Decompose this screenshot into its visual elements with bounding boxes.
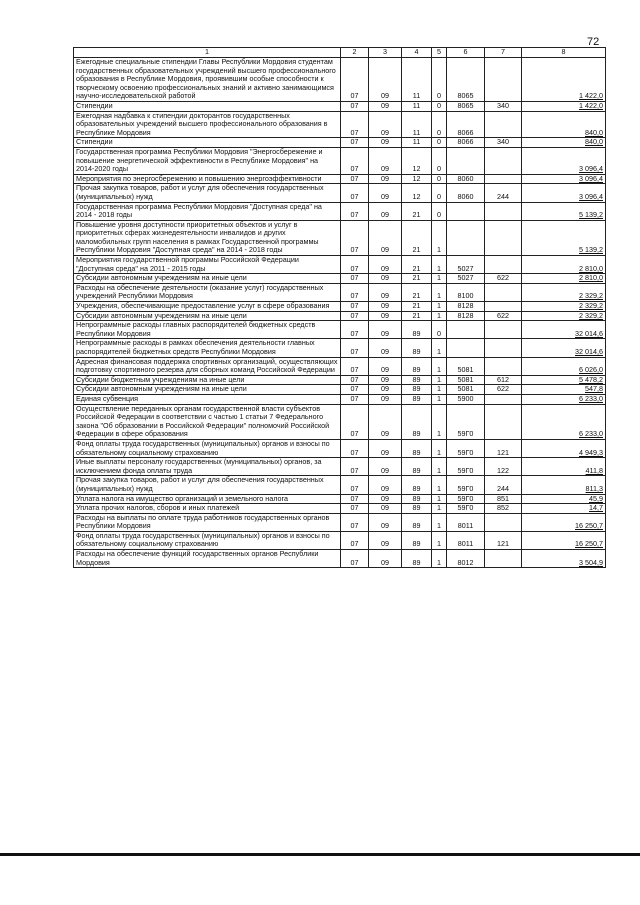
row-c5-cell: 1 xyxy=(432,394,447,404)
row-c4-cell: 89 xyxy=(402,321,432,339)
row-c5-cell: 0 xyxy=(432,321,447,339)
table-row xyxy=(74,302,606,312)
row-c3-cell: 09 xyxy=(369,311,402,321)
row-c7-cell: 121 xyxy=(485,531,522,549)
row-c8-cell: 16 250,7 xyxy=(522,513,606,531)
row-c3-cell: 09 xyxy=(369,138,402,148)
table-row xyxy=(74,357,606,375)
row-description: Ежегодные специальные стипендии Главы Республики Мордовия студентам государственных образовательных учреждений высшего профессионального образования в Республике Мордовия, проявившим особые способности к творческому освоению профессиональных знаний и активно занимающимся научно-исследовательской работой xyxy=(74,58,341,102)
page-number: 72 xyxy=(587,36,600,48)
table-row xyxy=(74,184,606,202)
row-description: Субсидии бюджетным учреждениям на иные цели xyxy=(74,375,341,385)
row-description: Стипендии xyxy=(74,101,341,111)
row-c8-cell: 2 810,0 xyxy=(522,256,606,274)
row-c7-cell xyxy=(485,283,522,301)
table-row xyxy=(74,394,606,404)
row-c4-cell: 89 xyxy=(402,458,432,476)
row-c6-cell: 8066 xyxy=(447,111,485,138)
row-c5-cell: 0 xyxy=(432,202,447,220)
row-c8-cell: 3 096,4 xyxy=(522,147,606,174)
row-c4-cell: 89 xyxy=(402,513,432,531)
row-c8-cell: 5 139,2 xyxy=(522,220,606,255)
row-c2-cell: 07 xyxy=(341,357,369,375)
table-row xyxy=(74,202,606,220)
row-c7-cell xyxy=(485,111,522,138)
row-c2-cell: 07 xyxy=(341,439,369,457)
row-c3-cell: 09 xyxy=(369,202,402,220)
row-description: Расходы на обеспечение функций государственных органов Республики Мордовия xyxy=(74,550,341,568)
row-c3-cell: 09 xyxy=(369,385,402,395)
row-c6-cell xyxy=(447,339,485,357)
row-c8-cell: 2 329,2 xyxy=(522,311,606,321)
row-c2-cell: 07 xyxy=(341,550,369,568)
row-c2-cell: 07 xyxy=(341,138,369,148)
row-c3-cell: 09 xyxy=(369,283,402,301)
row-c2-cell: 07 xyxy=(341,147,369,174)
row-c6-cell: 8100 xyxy=(447,283,485,301)
row-description: Непрограммные расходы главных распорядителей бюджетных средств Республики Мордовия xyxy=(74,321,341,339)
table-row xyxy=(74,385,606,395)
row-c8-cell: 16 250,7 xyxy=(522,531,606,549)
row-c2-cell: 07 xyxy=(341,101,369,111)
row-c3-cell: 09 xyxy=(369,256,402,274)
row-c7-cell xyxy=(485,550,522,568)
row-c5-cell: 0 xyxy=(432,184,447,202)
row-c8-cell: 1 422,0 xyxy=(522,101,606,111)
table-row xyxy=(74,147,606,174)
row-c2-cell: 07 xyxy=(341,375,369,385)
row-c7-cell: 851 xyxy=(485,494,522,504)
row-description: Расходы на выплаты по оплате труда работников государственных органов Республики Мордовия xyxy=(74,513,341,531)
row-c5-cell: 0 xyxy=(432,138,447,148)
row-description: Уплата налога на имущество организаций и земельного налога xyxy=(74,494,341,504)
row-c5-cell: 0 xyxy=(432,58,447,102)
table-row xyxy=(74,476,606,494)
table-row xyxy=(74,58,606,102)
row-description: Адресная финансовая поддержка спортивных организаций, осуществляющих подготовку спортивного резерва для сборных команд Российской Федерации xyxy=(74,357,341,375)
row-c4-cell: 21 xyxy=(402,283,432,301)
row-c7-cell: 244 xyxy=(485,476,522,494)
row-c5-cell: 1 xyxy=(432,302,447,312)
row-c8-cell: 6 233,0 xyxy=(522,404,606,439)
row-c2-cell: 07 xyxy=(341,302,369,312)
row-c8-cell: 840,0 xyxy=(522,111,606,138)
row-c5-cell: 0 xyxy=(432,101,447,111)
row-c7-cell: 622 xyxy=(485,311,522,321)
row-c2-cell: 07 xyxy=(341,513,369,531)
row-description: Учреждения, обеспечивающие предоставление услуг в сфере образования xyxy=(74,302,341,312)
row-c5-cell: 1 xyxy=(432,550,447,568)
table-row xyxy=(74,458,606,476)
row-c8-cell: 811,3 xyxy=(522,476,606,494)
row-c2-cell: 07 xyxy=(341,476,369,494)
row-c6-cell: 59Г0 xyxy=(447,439,485,457)
row-c3-cell: 09 xyxy=(369,404,402,439)
row-c6-cell xyxy=(447,147,485,174)
table-row xyxy=(74,504,606,514)
row-c4-cell: 21 xyxy=(402,202,432,220)
row-description: Прочая закупка товаров, работ и услуг для обеспечения государственных (муниципальных) нужд xyxy=(74,476,341,494)
row-c4-cell: 11 xyxy=(402,111,432,138)
row-c8-cell: 5 478,2 xyxy=(522,375,606,385)
row-c3-cell: 09 xyxy=(369,302,402,312)
row-description: Государственная программа Республики Мордовия "Энергосбережение и повышение энергетической эффективности в Республике Мордовия" на 2014-2020 годы xyxy=(74,147,341,174)
row-c5-cell: 1 xyxy=(432,283,447,301)
row-description: Непрограммные расходы в рамках обеспечения деятельности главных распорядителей бюджетных средств Республики Мордовия xyxy=(74,339,341,357)
row-c2-cell: 07 xyxy=(341,458,369,476)
row-c2-cell: 07 xyxy=(341,58,369,102)
row-c8-cell: 1 422,0 xyxy=(522,58,606,102)
row-c6-cell: 5081 xyxy=(447,357,485,375)
table-row xyxy=(74,174,606,184)
row-c4-cell: 89 xyxy=(402,504,432,514)
row-c6-cell: 5900 xyxy=(447,394,485,404)
row-c5-cell: 1 xyxy=(432,274,447,284)
row-c5-cell: 1 xyxy=(432,375,447,385)
row-c4-cell: 89 xyxy=(402,385,432,395)
row-description: Субсидии автономным учреждениям на иные цели xyxy=(74,311,341,321)
row-c8-cell: 547,8 xyxy=(522,385,606,395)
row-c3-cell: 09 xyxy=(369,550,402,568)
row-c6-cell: 8065 xyxy=(447,58,485,102)
row-c7-cell: 340 xyxy=(485,138,522,148)
row-c7-cell: 612 xyxy=(485,375,522,385)
row-c3-cell: 09 xyxy=(369,458,402,476)
row-c8-cell: 3 096,4 xyxy=(522,184,606,202)
row-c4-cell: 89 xyxy=(402,439,432,457)
table-row xyxy=(74,220,606,255)
row-c5-cell: 1 xyxy=(432,494,447,504)
row-description: Единая субвенция xyxy=(74,394,341,404)
row-c6-cell: 8128 xyxy=(447,302,485,312)
row-c5-cell: 1 xyxy=(432,339,447,357)
row-c3-cell: 09 xyxy=(369,339,402,357)
header-cell: 7 xyxy=(485,48,522,58)
row-c4-cell: 89 xyxy=(402,494,432,504)
row-c2-cell: 07 xyxy=(341,184,369,202)
table-row xyxy=(74,339,606,357)
row-c6-cell: 8012 xyxy=(447,550,485,568)
row-c6-cell: 8011 xyxy=(447,513,485,531)
row-c2-cell: 07 xyxy=(341,220,369,255)
row-c2-cell: 07 xyxy=(341,394,369,404)
row-c8-cell: 6 233,0 xyxy=(522,394,606,404)
row-c6-cell: 59Г0 xyxy=(447,404,485,439)
table-row xyxy=(74,283,606,301)
row-c5-cell: 1 xyxy=(432,220,447,255)
row-c3-cell: 09 xyxy=(369,220,402,255)
row-c7-cell: 122 xyxy=(485,458,522,476)
row-c3-cell: 09 xyxy=(369,375,402,385)
row-c3-cell: 09 xyxy=(369,394,402,404)
budget-table xyxy=(73,47,606,568)
row-c2-cell: 07 xyxy=(341,256,369,274)
table-row xyxy=(74,311,606,321)
row-description: Субсидии автономным учреждениям на иные цели xyxy=(74,274,341,284)
row-description: Государственная программа Республики Мордовия "Доступная среда" на 2014 - 2018 годы xyxy=(74,202,341,220)
header-cell: 6 xyxy=(447,48,485,58)
row-c7-cell xyxy=(485,202,522,220)
row-c7-cell: 622 xyxy=(485,385,522,395)
row-c6-cell: 8066 xyxy=(447,138,485,148)
row-c4-cell: 89 xyxy=(402,339,432,357)
row-c4-cell: 21 xyxy=(402,220,432,255)
row-c3-cell: 09 xyxy=(369,321,402,339)
row-description: Ежегодная надбавка к стипендии докторантов государственных образовательных учреждений высшего профессионального образования в Республике Мордовия xyxy=(74,111,341,138)
row-c2-cell: 07 xyxy=(341,494,369,504)
row-c6-cell: 5027 xyxy=(447,256,485,274)
row-c2-cell: 07 xyxy=(341,311,369,321)
row-c7-cell: 340 xyxy=(485,101,522,111)
row-description: Осуществление переданных органам государственной власти субъектов Российской Федерации в соответствии с частью 1 статьи 7 Федерального закона "Об образовании в Российской Федерации" полномочий Российской Федерации в сфере образования xyxy=(74,404,341,439)
row-c3-cell: 09 xyxy=(369,147,402,174)
row-c2-cell: 07 xyxy=(341,339,369,357)
table-row xyxy=(74,375,606,385)
row-c6-cell: 5027 xyxy=(447,274,485,284)
row-c3-cell: 09 xyxy=(369,111,402,138)
table-row xyxy=(74,513,606,531)
row-c3-cell: 09 xyxy=(369,274,402,284)
row-c5-cell: 1 xyxy=(432,256,447,274)
row-c4-cell: 21 xyxy=(402,302,432,312)
row-c5-cell: 1 xyxy=(432,357,447,375)
row-c7-cell: 852 xyxy=(485,504,522,514)
table-row xyxy=(74,274,606,284)
row-c7-cell xyxy=(485,357,522,375)
header-cell: 8 xyxy=(522,48,606,58)
row-c7-cell xyxy=(485,58,522,102)
row-c2-cell: 07 xyxy=(341,174,369,184)
row-c3-cell: 09 xyxy=(369,357,402,375)
row-c8-cell: 3 504,9 xyxy=(522,550,606,568)
row-c3-cell: 09 xyxy=(369,174,402,184)
row-description: Фонд оплаты труда государственных (муниципальных) органов и взносы по обязательному социальному страхованию xyxy=(74,531,341,549)
table-row xyxy=(74,439,606,457)
row-description: Субсидии автономным учреждениям на иные цели xyxy=(74,385,341,395)
row-c8-cell: 32 014,6 xyxy=(522,321,606,339)
row-c5-cell: 1 xyxy=(432,458,447,476)
row-c8-cell: 14,7 xyxy=(522,504,606,514)
row-c4-cell: 89 xyxy=(402,531,432,549)
row-c5-cell: 1 xyxy=(432,385,447,395)
row-c6-cell: 5081 xyxy=(447,375,485,385)
table-row xyxy=(74,404,606,439)
table-row xyxy=(74,531,606,549)
row-description: Фонд оплаты труда государственных (муниципальных) органов и взносы по обязательному социальному страхованию xyxy=(74,439,341,457)
row-description: Прочая закупка товаров, работ и услуг для обеспечения государственных (муниципальных) нужд xyxy=(74,184,341,202)
row-c8-cell: 32 014,6 xyxy=(522,339,606,357)
row-c8-cell: 2 329,2 xyxy=(522,302,606,312)
row-c4-cell: 89 xyxy=(402,375,432,385)
row-c3-cell: 09 xyxy=(369,184,402,202)
row-c3-cell: 09 xyxy=(369,531,402,549)
row-c4-cell: 89 xyxy=(402,550,432,568)
row-c6-cell: 8128 xyxy=(447,311,485,321)
table-row xyxy=(74,550,606,568)
row-c2-cell: 07 xyxy=(341,202,369,220)
row-c7-cell xyxy=(485,513,522,531)
table-row xyxy=(74,101,606,111)
row-c7-cell xyxy=(485,147,522,174)
row-c7-cell xyxy=(485,256,522,274)
row-c5-cell: 1 xyxy=(432,476,447,494)
row-c7-cell: 622 xyxy=(485,274,522,284)
row-c7-cell: 244 xyxy=(485,184,522,202)
header-cell: 4 xyxy=(402,48,432,58)
row-c4-cell: 89 xyxy=(402,394,432,404)
row-description: Мероприятия по энергосбережению и повышению энергоэффективности xyxy=(74,174,341,184)
row-c5-cell: 0 xyxy=(432,111,447,138)
row-c8-cell: 3 096,4 xyxy=(522,174,606,184)
row-c2-cell: 07 xyxy=(341,321,369,339)
row-c4-cell: 21 xyxy=(402,311,432,321)
row-c6-cell: 59Г0 xyxy=(447,458,485,476)
row-c6-cell: 59Г0 xyxy=(447,494,485,504)
row-c4-cell: 11 xyxy=(402,138,432,148)
row-description: Мероприятия государственной программы Российской Федерации "Доступная среда" на 2011 - 2015 годы xyxy=(74,256,341,274)
row-c5-cell: 1 xyxy=(432,404,447,439)
row-c8-cell: 2 810,0 xyxy=(522,274,606,284)
header-cell: 1 xyxy=(74,48,341,58)
table-row xyxy=(74,494,606,504)
row-c4-cell: 89 xyxy=(402,357,432,375)
row-c6-cell xyxy=(447,220,485,255)
table-row xyxy=(74,256,606,274)
row-c3-cell: 09 xyxy=(369,58,402,102)
row-c2-cell: 07 xyxy=(341,274,369,284)
row-c8-cell: 411,8 xyxy=(522,458,606,476)
row-c4-cell: 11 xyxy=(402,101,432,111)
row-c8-cell: 4 949,3 xyxy=(522,439,606,457)
row-c6-cell xyxy=(447,202,485,220)
page-bottom-rule xyxy=(0,853,640,856)
header-cell: 3 xyxy=(369,48,402,58)
row-c3-cell: 09 xyxy=(369,439,402,457)
row-c3-cell: 09 xyxy=(369,101,402,111)
row-description: Иные выплаты персоналу государственных (муниципальных) органов, за исключением фонда оплаты труда xyxy=(74,458,341,476)
row-c8-cell: 45,9 xyxy=(522,494,606,504)
row-c6-cell: 8060 xyxy=(447,174,485,184)
row-c6-cell: 8060 xyxy=(447,184,485,202)
row-c2-cell: 07 xyxy=(341,504,369,514)
row-c4-cell: 12 xyxy=(402,147,432,174)
row-c3-cell: 09 xyxy=(369,476,402,494)
row-c5-cell: 1 xyxy=(432,311,447,321)
row-c5-cell: 1 xyxy=(432,513,447,531)
row-c3-cell: 09 xyxy=(369,494,402,504)
row-c7-cell xyxy=(485,404,522,439)
table-header-row xyxy=(74,48,606,58)
row-c4-cell: 21 xyxy=(402,256,432,274)
row-c7-cell xyxy=(485,339,522,357)
row-description: Расходы на обеспечение деятельности (оказание услуг) государственных учреждений Республики Мордовия xyxy=(74,283,341,301)
row-c6-cell: 59Г0 xyxy=(447,476,485,494)
row-c6-cell: 8011 xyxy=(447,531,485,549)
row-c5-cell: 1 xyxy=(432,504,447,514)
header-cell: 2 xyxy=(341,48,369,58)
row-c5-cell: 0 xyxy=(432,147,447,174)
row-c5-cell: 0 xyxy=(432,174,447,184)
row-c4-cell: 21 xyxy=(402,274,432,284)
row-c6-cell xyxy=(447,321,485,339)
row-c6-cell: 59Г0 xyxy=(447,504,485,514)
header-cell: 5 xyxy=(432,48,447,58)
row-c5-cell: 1 xyxy=(432,531,447,549)
row-c7-cell xyxy=(485,220,522,255)
row-description: Уплата прочих налогов, сборов и иных платежей xyxy=(74,504,341,514)
row-c8-cell: 840,0 xyxy=(522,138,606,148)
row-c3-cell: 09 xyxy=(369,513,402,531)
row-c8-cell: 2 329,2 xyxy=(522,283,606,301)
row-c2-cell: 07 xyxy=(341,385,369,395)
row-description: Повышение уровня доступности приоритетных объектов и услуг в приоритетных сферах жизнедеятельности инвалидов и других маломобильных групп населения в рамках Государственной программы Республики Мордовия "Доступная среда" на 2014 - 2018 годы xyxy=(74,220,341,255)
row-c6-cell: 8065 xyxy=(447,101,485,111)
row-c7-cell xyxy=(485,394,522,404)
row-c5-cell: 1 xyxy=(432,439,447,457)
table-row xyxy=(74,138,606,148)
row-c4-cell: 11 xyxy=(402,58,432,102)
row-c4-cell: 12 xyxy=(402,174,432,184)
row-description: Стипендии xyxy=(74,138,341,148)
row-c7-cell xyxy=(485,321,522,339)
table-row xyxy=(74,321,606,339)
table-row xyxy=(74,111,606,138)
row-c2-cell: 07 xyxy=(341,111,369,138)
row-c8-cell: 6 026,0 xyxy=(522,357,606,375)
row-c7-cell xyxy=(485,174,522,184)
row-c4-cell: 89 xyxy=(402,476,432,494)
row-c3-cell: 09 xyxy=(369,504,402,514)
row-c2-cell: 07 xyxy=(341,531,369,549)
row-c7-cell: 121 xyxy=(485,439,522,457)
row-c4-cell: 89 xyxy=(402,404,432,439)
row-c4-cell: 12 xyxy=(402,184,432,202)
row-c6-cell: 5081 xyxy=(447,385,485,395)
row-c8-cell: 5 139,2 xyxy=(522,202,606,220)
row-c2-cell: 07 xyxy=(341,404,369,439)
row-c7-cell xyxy=(485,302,522,312)
row-c2-cell: 07 xyxy=(341,283,369,301)
